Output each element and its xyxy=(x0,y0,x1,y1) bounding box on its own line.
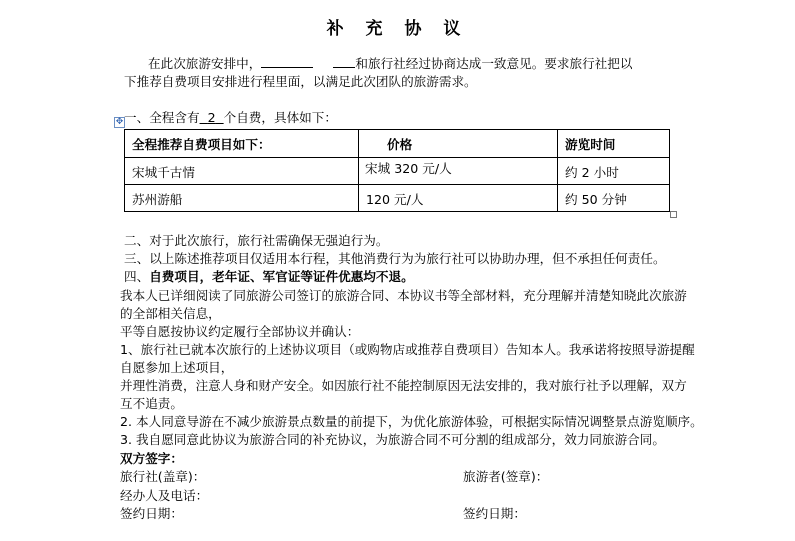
item-1-prefix: 一、全程含有 xyxy=(124,110,200,125)
intro-text-b: 和旅行社经过协商达成一致意见。要求旅行社把以 xyxy=(355,56,633,71)
body-line: 3. 我自愿同意此协议为旅游合同的补充协议，为旅游合同不可分割的组成部分，效力同旅游合同。 xyxy=(120,432,665,447)
cell-duration: 约 2 小时 xyxy=(558,158,670,185)
intro-text-a: 在此次旅游安排中， xyxy=(148,56,262,71)
body-line: 1、旅行社已就本次旅行的上述协议项目（或购物店或推荐自费项目）告知本人。我承诺将按照导游提醒 xyxy=(120,342,695,357)
body-line: 自愿参加上述项目， xyxy=(120,360,234,375)
body-line: 我本人已详细阅读了同旅游公司签订的旅游合同、本协议书等全部材料，充分理解并清楚知晓此次旅游 xyxy=(120,288,687,303)
blank-field-2[interactable] xyxy=(333,56,355,68)
tourist-sign-label: 旅游者(签章)： xyxy=(463,469,549,484)
signatures-heading: 双方签字： xyxy=(120,451,183,466)
clause-2: 二、对于此次旅行，旅行社需确保无强迫行为。 xyxy=(124,233,389,248)
clause-4-prefix: 四、 xyxy=(124,269,150,284)
table-row xyxy=(125,185,670,212)
table-row xyxy=(125,158,670,185)
intro-line-2: 下推荐自费项目安排进行程里面，以满足此次团队的旅游需求。 xyxy=(124,74,477,89)
cell-project: 宋城千古情 xyxy=(125,158,359,185)
clause-4-bold: 自费项目，老年证、军官证等证件优惠均不退。 xyxy=(149,269,414,284)
item-1 xyxy=(124,109,337,127)
body-line: 平等自愿按协议约定履行全部协议并确认： xyxy=(120,324,360,339)
table-header-row xyxy=(125,130,670,158)
document-title: 补 充 协 议 xyxy=(326,19,469,39)
header-duration: 游览时间 xyxy=(558,130,670,158)
cell-project: 苏州游船 xyxy=(125,185,359,212)
body-line: 并理性消费，注意人身和财产安全。如因旅行社不能控制原因无法安排的，我对旅行社予以理解，双方 xyxy=(120,378,687,393)
body-line: 2. 本人同意导游在不减少旅游景点数量的前提下，为优化旅游体验，可根据实际情况调整景点游览顺序。 xyxy=(120,414,703,429)
clause-4 xyxy=(124,268,414,286)
intro-line-1 xyxy=(148,55,632,73)
header-project: 全程推荐自费项目如下： xyxy=(125,130,359,158)
move-handle-icon[interactable]: ✥ xyxy=(115,117,124,127)
item-1-suffix: 个自费，具体如下： xyxy=(223,110,337,125)
cell-price: 120 元/人 xyxy=(359,185,558,212)
clause-3: 三、以上陈述推荐项目仅适用本行程，其他消费行为为旅行社可以协助办理，但不承担任何责任。 xyxy=(124,251,666,266)
table-resize-handle[interactable] xyxy=(670,211,677,218)
cell-price: 宋城 320 元/人 xyxy=(359,158,558,185)
blank-field-1[interactable] xyxy=(261,56,313,68)
agency-seal-label: 旅行社(盖章)： xyxy=(120,469,206,484)
cell-duration: 约 50 分钟 xyxy=(558,185,670,212)
handler-label: 经办人及电话： xyxy=(120,488,209,503)
date-label-left: 签约日期： xyxy=(120,506,183,521)
body-line: 互不追责。 xyxy=(120,396,183,411)
item-1-count: 2 xyxy=(207,110,216,125)
date-label-right: 签约日期： xyxy=(463,506,526,521)
body-line: 的全部相关信息， xyxy=(120,306,221,321)
header-price: 价格 xyxy=(359,130,558,158)
fee-table xyxy=(124,129,670,212)
